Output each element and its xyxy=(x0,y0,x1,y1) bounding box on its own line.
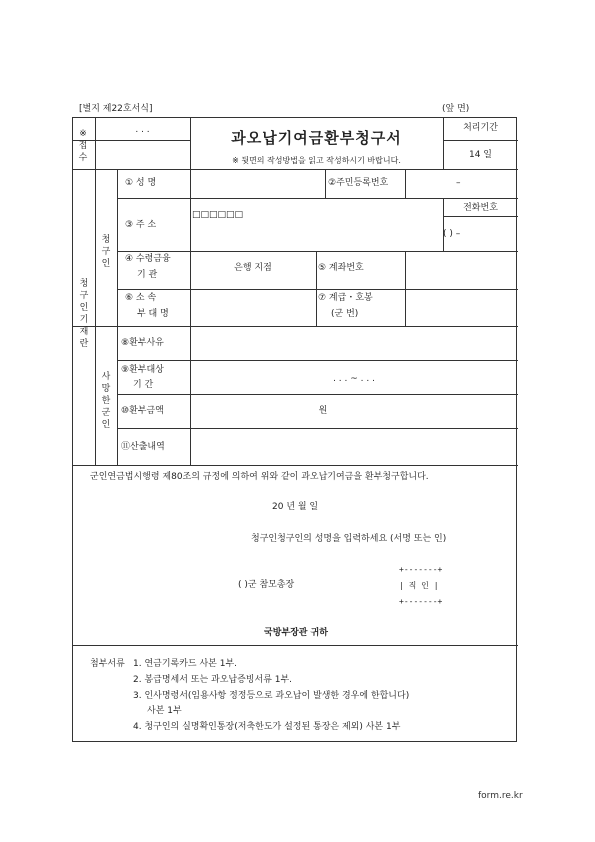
hline xyxy=(73,326,518,327)
hline xyxy=(117,394,518,395)
hline xyxy=(443,140,518,141)
seal-bottom: +-------+ xyxy=(399,597,443,606)
calculation-label: ⑪산출내역 xyxy=(121,442,165,452)
attachment-item: 4. 청구인의 실명확인통장(저축한도가 설정된 통장은 제외) 사본 1부 xyxy=(133,722,401,732)
processing-period-value: 14 일 xyxy=(468,150,492,160)
vline xyxy=(117,169,118,465)
name-label: ① 성 명 xyxy=(125,178,157,188)
recipient: 국방부장관 귀하 xyxy=(264,628,328,638)
account-label: ⑤ 계좌번호 xyxy=(318,263,364,273)
address-label: ③ 주 소 xyxy=(125,220,157,230)
claim-form xyxy=(72,117,517,742)
attachment-item: 1. 연금기록카드 사본 1부. xyxy=(133,659,238,669)
hline xyxy=(117,360,518,361)
rrn-dash: – xyxy=(456,178,461,188)
form-title: 과오납기여금환부청구서 xyxy=(231,129,402,147)
refund-period-label-1: ⑨환부대상 xyxy=(121,365,164,375)
refund-period-value: . . . ~ . . . xyxy=(333,374,375,384)
hline xyxy=(73,169,518,170)
attachments-label: 첨부서류 xyxy=(90,659,125,669)
refund-period-label-2: 기 간 xyxy=(133,380,154,390)
statement-date: 20 년 월 일 xyxy=(272,502,319,512)
attachment-item: 2. 봉급명세서 또는 과오납증빙서류 1부. xyxy=(133,675,293,685)
site-footer: form.re.kr xyxy=(478,791,523,801)
form-number: [별지 제22호서식] xyxy=(79,104,153,114)
attachment-item: 사본 1부 xyxy=(147,706,182,716)
address-postal-boxes: □□□□□□ xyxy=(192,210,244,220)
processing-period-label: 처리기간 xyxy=(463,123,498,133)
hline xyxy=(73,465,518,466)
chief-of-staff: ( )군 참모총장 xyxy=(238,580,295,590)
refund-amount-label: ⑩환부금액 xyxy=(121,406,164,416)
section-claimant-entry: 청구인기재란 xyxy=(79,279,89,349)
hline xyxy=(73,645,518,646)
seal-top: +-------+ xyxy=(399,565,443,574)
attachment-item: 3. 인사명령서(임용사항 정정등으로 과오납이 발생한 경우에 한합니다) xyxy=(133,691,410,701)
vline xyxy=(190,169,191,465)
hline xyxy=(73,140,190,141)
phone-label: 전화번호 xyxy=(463,203,498,213)
hline xyxy=(117,428,518,429)
form-note: ※ 뒷면의 작성방법을 읽고 작성하시기 바랍니다. xyxy=(232,156,401,165)
unit-label-1: ⑥ 소 속 xyxy=(125,293,157,303)
bank-branch-value: 은행 지점 xyxy=(234,263,272,273)
hline xyxy=(117,251,518,252)
statement-text: 군인연금법시행령 제80조의 규정에 의하여 위와 같이 과오납기여금을 환부청구합니다. xyxy=(90,472,429,482)
vline xyxy=(405,251,406,326)
bank-label-1: ④ 수령금융 xyxy=(125,254,171,264)
unit-label-2: 부 대 명 xyxy=(137,309,169,319)
seal-label: | 직 인 | xyxy=(399,581,439,590)
vline xyxy=(405,169,406,198)
refund-reason-label: ⑧환부사유 xyxy=(121,338,164,348)
deceased-soldier-label: 사망한군인 xyxy=(101,372,111,430)
refund-amount-unit: 원 xyxy=(318,406,328,416)
rank-label-2: (군 번) xyxy=(331,309,359,319)
rrn-label: ②주민등록번호 xyxy=(328,178,389,188)
receipt-label: ※접수 xyxy=(78,129,88,163)
signature-line: 청구인청구인의 성명을 입력하세요 (서명 또는 인) xyxy=(251,534,447,544)
bank-label-2: 기 관 xyxy=(137,270,158,280)
hline xyxy=(117,198,518,199)
hline xyxy=(443,216,518,217)
vline xyxy=(316,251,317,326)
rank-label-1: ⑦ 계급・호봉 xyxy=(318,293,373,303)
phone-value: ( ) – xyxy=(443,229,461,239)
receipt-date-dots: . . . xyxy=(135,125,150,135)
vline xyxy=(95,169,96,465)
page-side: (앞 면) xyxy=(442,104,470,114)
claimant-label: 청구인 xyxy=(101,235,111,269)
hline xyxy=(117,289,518,290)
vline xyxy=(325,169,326,198)
